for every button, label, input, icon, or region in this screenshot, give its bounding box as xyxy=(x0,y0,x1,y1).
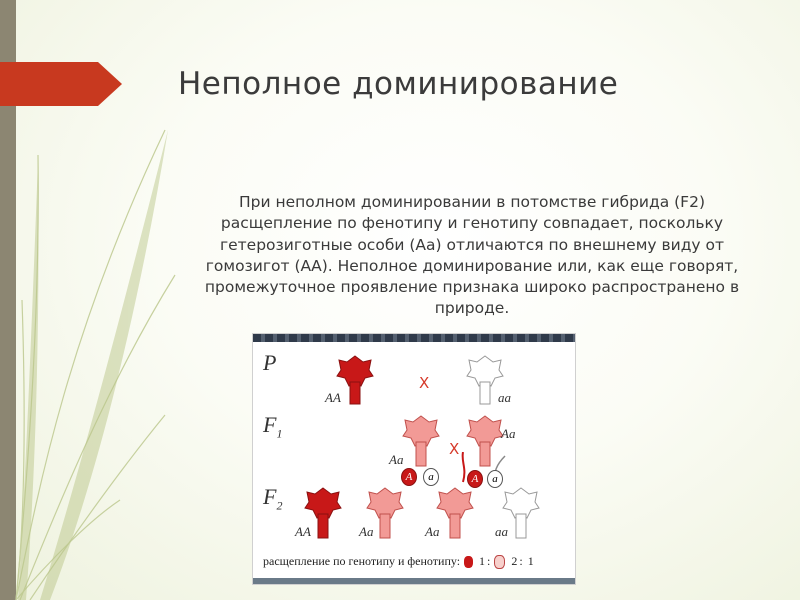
flower-f2-hetero-2 xyxy=(435,484,475,540)
gamete-recessive-left: a xyxy=(423,468,439,486)
ratio-row: расщепление по генотипу и фенотипу: 1 : 2 : 1 xyxy=(263,554,534,568)
ratio-intermediate-swatch xyxy=(494,555,505,569)
f1-cross-sign: X xyxy=(449,440,460,458)
generation-f2-label: $F_2$ xyxy=(263,484,283,513)
title-arrow-shape xyxy=(0,62,122,106)
ratio-value-2: 2 xyxy=(511,554,518,568)
ratio-label: расщепление по генотипу и фенотипу: xyxy=(263,554,461,568)
genetics-figure xyxy=(252,333,576,585)
p-cross-sign: X xyxy=(419,374,430,392)
figure-top-bar xyxy=(253,334,575,342)
f1-left-genotype: Aa xyxy=(389,452,404,467)
f2-genotype-3: Aa xyxy=(425,524,440,539)
flower-aa-dominant-p xyxy=(335,352,375,408)
pollen-tube-lines xyxy=(453,452,513,488)
slide-title: Неполное доминирование xyxy=(178,66,619,102)
body-text: При неполном доминировании в потомстве гибрида (F2) расщепление по фенотипу и генотипу совпадает, поскольку гетерозиготные особи (Аа) отличаются по внешнему виду от гомозигот (АА). Неполное доминирование или, как еще говорят, промежуточное проявление признака широко распространено в природе. xyxy=(204,193,740,318)
generation-p-label: P xyxy=(263,350,277,375)
figure-bottom-bar xyxy=(253,578,575,584)
generation-f1-label: $F_1$ xyxy=(263,412,283,441)
p-right-genotype: aa xyxy=(498,390,511,405)
gamete-dominant-left: A xyxy=(401,468,417,486)
f1-right-genotype: Aa xyxy=(501,426,516,441)
ratio-value-1: 1 xyxy=(479,554,486,568)
gamete-dominant-right: A xyxy=(467,470,483,488)
p-left-genotype: AA xyxy=(325,390,341,405)
f2-genotype-4: aa xyxy=(495,524,508,539)
f2-genotype-1: AA xyxy=(295,524,311,539)
ratio-value-3: 1 xyxy=(527,554,534,568)
f2-genotype-2: Aa xyxy=(359,524,374,539)
flower-aa-hetero-f1-left xyxy=(401,412,441,468)
gamete-recessive-right: a xyxy=(487,470,503,488)
ratio-dominant-swatch xyxy=(464,556,473,568)
